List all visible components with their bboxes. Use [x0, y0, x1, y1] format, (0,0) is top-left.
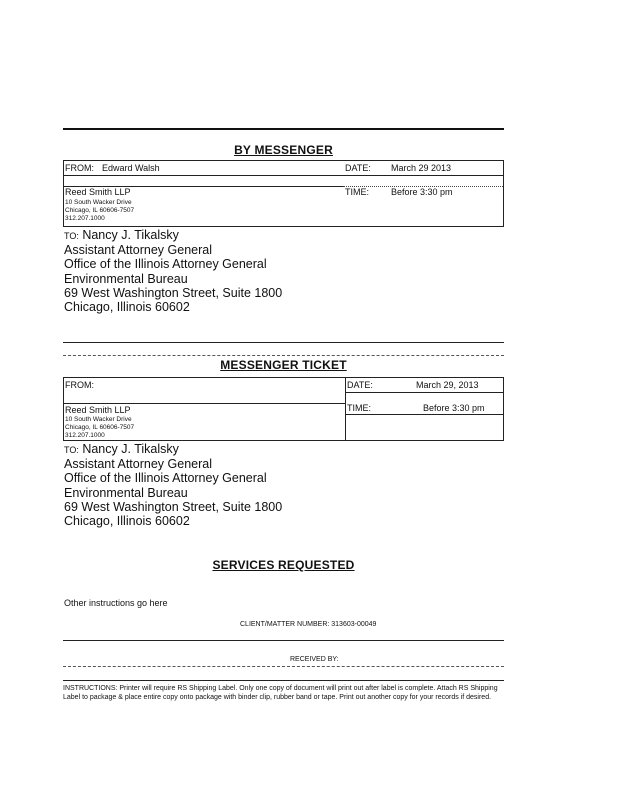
ticket-time-label: TIME: — [347, 403, 371, 413]
ticket-to-label: TO: — [64, 445, 79, 455]
by-messenger-form — [63, 160, 504, 227]
to-label: TO: — [64, 231, 79, 241]
client-matter-number: CLIENT/MATTER NUMBER: 313603-00049 — [240, 621, 377, 628]
from-label: FROM: — [65, 163, 94, 173]
ticket-firm-name: Reed Smith LLP — [65, 405, 131, 415]
received-by-dash — [63, 666, 504, 667]
firm-address: 10 South Wacker Drive Chicago, IL 60606-7507 312.207.1000 — [65, 199, 135, 222]
services-divider — [63, 640, 504, 641]
firm-name: Reed Smith LLP — [65, 187, 131, 197]
ticket-divider-dash — [63, 355, 504, 356]
time-label: TIME: — [345, 187, 369, 197]
ticket-divider-top — [63, 342, 504, 343]
by-messenger-title: BY MESSENGER — [234, 143, 333, 157]
ticket-recipient-block: TO: Nancy J. Tikalsky Assistant Attorney General Office of the Illinois Attorney General Environmental Bureau 69 West Washington Street, Suite 1800 Chicago, Illinois 60602 — [64, 442, 283, 529]
date-value: March 29 2013 — [391, 163, 452, 173]
ticket-date-value: March 29, 2013 — [416, 380, 479, 390]
instructions-text: INSTRUCTIONS: Printer will require RS Shipping Label. Only one copy of document will print out after label is complete. Attach RS Shipping Label to package & place entire copy onto package with binder clip, rubber band or tape. Print out another copy for your records if desired. — [63, 685, 498, 701]
date-label: DATE: — [345, 163, 371, 173]
received-by-label: RECEIVED BY: — [290, 656, 339, 663]
other-instructions: Other instructions go here — [64, 598, 168, 608]
services-requested-title: SERVICES REQUESTED — [212, 558, 355, 572]
ticket-firm-address: 10 South Wacker Drive Chicago, IL 60606-7507 312.207.1000 — [65, 416, 135, 439]
from-name: Edward Walsh — [102, 163, 160, 173]
ticket-time-value: Before 3:30 pm — [423, 403, 485, 413]
ticket-date-label: DATE: — [347, 380, 373, 390]
ticket-from-label: FROM: — [65, 380, 94, 390]
messenger-ticket-title: MESSENGER TICKET — [220, 358, 347, 372]
instructions-divider — [63, 680, 504, 681]
recipient-block: TO: Nancy J. Tikalsky Assistant Attorney General Office of the Illinois Attorney General Environmental Bureau 69 West Washington Street, Suite 1800 Chicago, Illinois 60602 — [64, 228, 283, 315]
top-divider — [63, 128, 504, 130]
time-value: Before 3:30 pm — [391, 187, 453, 197]
messenger-ticket-form — [63, 377, 504, 441]
